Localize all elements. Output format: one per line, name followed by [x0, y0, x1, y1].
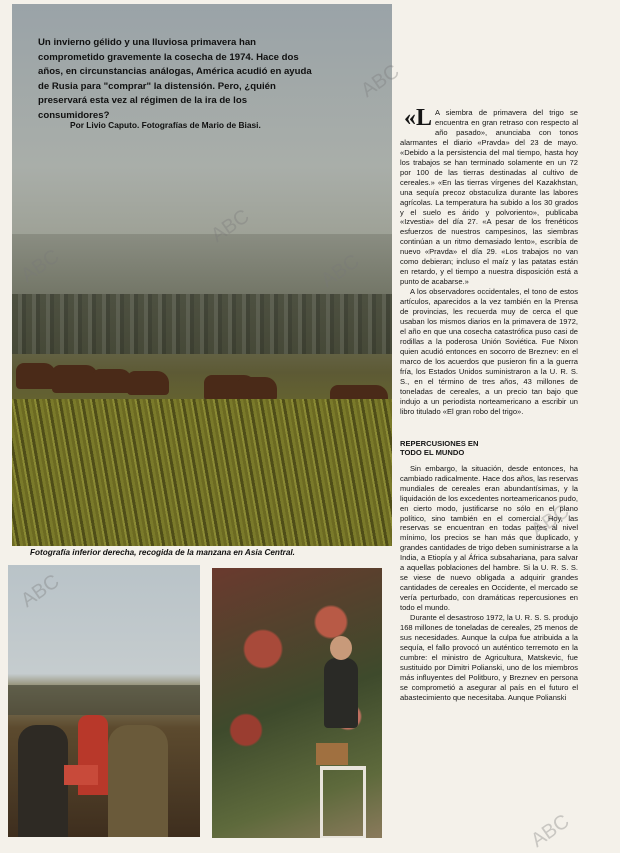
crop-field — [12, 399, 392, 546]
watermark: ABC — [527, 500, 574, 542]
tree-line — [12, 294, 392, 354]
watermark: ABC — [357, 60, 404, 102]
byline: Por Livio Caputo. Fotografías de Mario de Biasi. — [70, 120, 261, 130]
apple-harvest-photo — [212, 568, 382, 838]
watermark: ABC — [17, 570, 64, 612]
paragraph-3: Sin embargo, la situación, desde entonces, ha cambiado radicalmente. Hace dos años, las reservas mundiales de cereales eran abundantísimas, y la liquidación de los excedentes norteamericanos pudo, en cierto modo, justificarse no sólo en el plano político, sino también en el comercial. Hoy, las reservas se encuentran en todas partes al nivel mínimo, los precios se han más que duplicado, y grandes cantidades de trigo deben suministrarse a la India, a Etiopía y al África subsahariana, para salvar a aquellas poblaciones del hambre. Si la U. R. S. S. se viese de nuevo obligada a adquirir grandes cantidades de cereales en Occidente, el mercado se vería perturbado, con dramáticas repercusiones en todo el mundo. — [400, 463, 578, 613]
paragraph-2: A los observadores occidentales, el tono de estos artículos, aparecidos a la vez también en la Prensa de provincias, les recuerda muy de cerca el que usaban los mismos diarios en la primavera de 1972, el año en que una cosecha catastrófica puso casi de rodillas a la poderosa Unión Soviética. Fue Nixon quien acudió entonces en socorro de Breznev: en el marco de los acuerdos que pusieron fin a la guerra fría, los Estados Unidos suministraron a la U. R. S. S., en el término de tres años, 43 millones de toneladas de cereales, a un precio tan bajo que indujo a un periodista norteamericano a escribir un libro titulado «El gran robo del trigo». — [400, 287, 578, 416]
photo-caption: Fotografía inferior derecha, recogida de la manzana en Asia Central. — [30, 548, 295, 557]
section-subhead: REPERCUSIONES EN TODO EL MUNDO — [400, 438, 479, 458]
intro-text: Un invierno gélido y una lluviosa primavera han comprometido gravemente la cosecha de 1974. Hace dos años, en circunstancias análogas, América acudió en ayuda de Rusia para "comprar" la distensión. Pero, ¿quién preservará esta vez al régimen de la ira de los consumidores? — [38, 37, 312, 121]
paragraph-4: Durante el desastroso 1972, la U. R. S. S. produjo 168 millones de toneladas de cereales, 25 menos de sus necesidades. Aunque la culpa fue atribuida a la sequía, el fallo provocó un auténtico terremoto en la cumbre: el ministro de Agricultura, Matskevic, fue sustituido por Dimitri Polianski, uno de los miembros más influyentes del Politburo, y Breznev en persona se comprometió a asegurar al país en el futuro el abastecimiento que necesitaba. Aunque Polianski — [400, 613, 578, 702]
article-column — [400, 105, 578, 703]
watermark: ABC — [317, 250, 364, 292]
watermark: ABC — [527, 810, 574, 852]
drop-cap: «L — [404, 105, 433, 131]
watermark: ABC — [207, 205, 254, 247]
paragraph-1: «L A siembra de primavera del trigo se encuentra en gran retraso con respecto al año pasado», anunciaba con tonos alarmantes el diario «Pravda» del 23 de mayo. «Debido a la persistencia del mal tiempo, hasta hoy los trabajos se han terminado solamente en un 72 por 100 de las tierras destinadas al cultivo de cereales.» «En las tierras vírgenes del Kazakhstan, una sequía precoz obstaculiza durante las labores agrícolas. La temperatura ha subido a los 30 grados y el suelo es árido y polvoriento», publicaba «Izvestia» del día 27. «A pesar de los frenéticos esfuerzos de nuestros campesinos, las siembras continúan a un ritmo demasiado lento», escribía de nuevo «Pravda» el día 29. «Los trabajos no van como debieran; incluso el maíz y las patatas están en retardo, y el tiempo a nuestra disposición está a punto de acabarse.» — [400, 105, 578, 287]
watermark: ABC — [17, 245, 64, 287]
